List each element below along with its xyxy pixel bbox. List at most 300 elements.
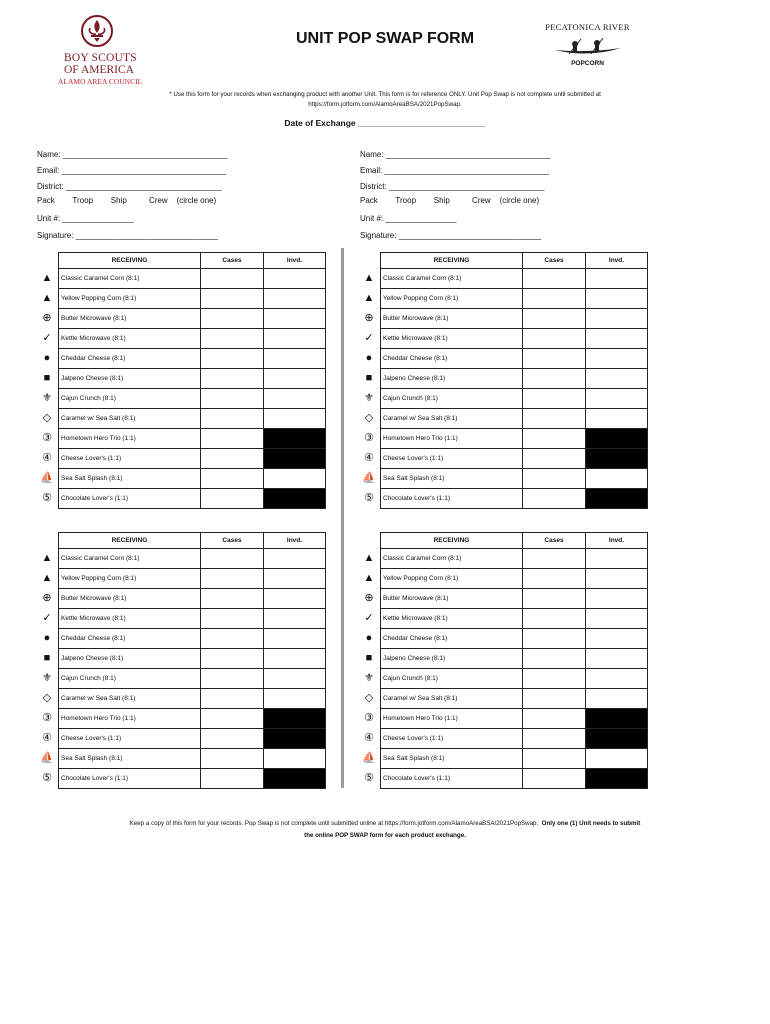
icon-cell <box>36 569 59 589</box>
cases-cell[interactable] <box>201 409 264 429</box>
product-name: Cajun Crunch (8:1) <box>381 669 523 689</box>
table-row <box>36 269 326 289</box>
left-name-field[interactable]: Name: _____________________________________ <box>37 150 228 159</box>
invd-cell[interactable] <box>264 629 326 649</box>
product-name: Sea Salt Splash (8:1) <box>59 469 201 489</box>
product-name: Sea Salt Splash (8:1) <box>381 749 523 769</box>
icon-cell <box>358 649 381 669</box>
invd-cell[interactable] <box>586 349 648 369</box>
table-row <box>36 709 326 729</box>
icon-cell <box>36 369 59 389</box>
square-icon: ■ <box>43 372 51 384</box>
circled-three-icon: ③ <box>42 432 52 444</box>
table-row <box>358 769 648 789</box>
cases-cell[interactable] <box>201 749 264 769</box>
cases-cell[interactable] <box>201 469 264 489</box>
table-row <box>36 449 326 469</box>
invd-cell[interactable] <box>586 329 648 349</box>
cases-header: Cases <box>201 253 264 269</box>
right-email-field[interactable]: Email: _____________________________________ <box>360 166 550 175</box>
footer-note: Keep a copy of this form for your records. Pop Swap is not complete until submitted online at https://form.jotform.com/AlamoAreaBSA/2021PopSwap. <box>129 820 539 827</box>
icon-cell <box>36 749 59 769</box>
invd-cell[interactable] <box>586 309 648 329</box>
footer-text <box>0 818 770 842</box>
triangle-icon: ▲ <box>363 292 375 304</box>
product-name: Classic Caramel Corn (8:1) <box>381 269 523 289</box>
right-signature-field[interactable]: Signature: ________________________________ <box>360 231 542 240</box>
icon-cell <box>358 769 381 789</box>
triangle-icon: ▲ <box>363 572 375 584</box>
notice-line2: https://form.jotform.com/AlamoAreaBSA/2021PopSwap. <box>308 101 462 108</box>
circled-three-icon: ③ <box>42 712 52 724</box>
invd-header: Invd. <box>586 253 648 269</box>
invd-cell[interactable] <box>264 369 326 389</box>
invd-cell-blocked <box>586 429 648 449</box>
footer-bold-2: the online POP SWAP form for each product exchange. <box>304 832 466 839</box>
product-name: Jalpeno Cheese (8:1) <box>381 369 523 389</box>
icon-cell <box>358 369 381 389</box>
receiving-table-top-left <box>36 252 326 509</box>
cases-cell[interactable] <box>523 409 586 429</box>
sailboat-icon: ⛵ <box>362 752 376 764</box>
cases-cell[interactable] <box>201 489 264 509</box>
product-name: Cajun Crunch (8:1) <box>59 389 201 409</box>
notice-line1: * Use this form for your records when exchanging product with another Unit. This form is for reference ONLY. Unit Pop Swap is not complete until submitted at <box>169 91 601 98</box>
cases-cell[interactable] <box>201 729 264 749</box>
cases-cell[interactable] <box>523 689 586 709</box>
cases-cell[interactable] <box>523 589 586 609</box>
cases-cell[interactable] <box>523 329 586 349</box>
table-row <box>358 729 648 749</box>
icon-cell <box>358 609 381 629</box>
icon-cell <box>358 729 381 749</box>
logo-text-line2: OF AMERICA <box>64 64 134 76</box>
product-name: Caramel w/ Sea Salt (8:1) <box>59 409 201 429</box>
icon-cell <box>36 309 59 329</box>
cases-cell[interactable] <box>523 389 586 409</box>
circled-plus-icon: ⊕ <box>364 592 374 604</box>
table-row <box>36 469 326 489</box>
cases-cell[interactable] <box>523 629 586 649</box>
product-name: Jalpeno Cheese (8:1) <box>381 649 523 669</box>
cases-cell[interactable] <box>523 709 586 729</box>
cases-cell[interactable] <box>201 449 264 469</box>
left-district-field[interactable]: District: ___________________________________ <box>37 182 222 191</box>
icon-cell <box>358 349 381 369</box>
icon-cell <box>358 449 381 469</box>
invd-cell[interactable] <box>586 589 648 609</box>
product-name: Kettle Microwave (8:1) <box>381 609 523 629</box>
product-name: Classic Caramel Corn (8:1) <box>59 269 201 289</box>
cases-cell[interactable] <box>201 389 264 409</box>
product-name: Chocolate Lover's (1:1) <box>381 489 523 509</box>
product-name: Chocolate Lover's (1:1) <box>59 489 201 509</box>
cases-cell[interactable] <box>523 349 586 369</box>
circle-icon: ● <box>43 352 51 364</box>
cases-cell[interactable] <box>201 429 264 449</box>
invd-header: Invd. <box>264 533 326 549</box>
table-row <box>358 389 648 409</box>
icon-cell <box>358 289 381 309</box>
table-row <box>358 749 648 769</box>
right-unit-number-field[interactable]: Unit #: ________________ <box>360 214 457 223</box>
table-row <box>358 429 648 449</box>
product-name: Hometown Hero Trio (1:1) <box>59 709 201 729</box>
product-name: Kettle Microwave (8:1) <box>59 329 201 349</box>
table-row <box>36 609 326 629</box>
cases-cell[interactable] <box>201 549 264 569</box>
logo-sub-text: POPCORN <box>571 60 604 67</box>
circled-five-icon: ⑤ <box>42 492 52 504</box>
cases-cell[interactable] <box>201 669 264 689</box>
cases-cell[interactable] <box>523 449 586 469</box>
table-row <box>358 649 648 669</box>
circled-five-icon: ⑤ <box>364 492 374 504</box>
tree-icon: ▲ <box>41 272 53 284</box>
product-name: Cheddar Cheese (8:1) <box>381 349 523 369</box>
icon-cell <box>358 569 381 589</box>
circled-check-icon: ✓ <box>42 332 52 344</box>
invd-cell[interactable] <box>586 469 648 489</box>
receiving-header: RECEIVING <box>381 253 523 269</box>
invd-cell-blocked <box>264 429 326 449</box>
diamond-icon: ◇ <box>42 412 52 424</box>
product-name: Chocolate Lover's (1:1) <box>381 769 523 789</box>
circle-icon: ● <box>365 632 373 644</box>
invd-cell[interactable] <box>264 329 326 349</box>
cases-header: Cases <box>523 533 586 549</box>
left-signature-field[interactable]: Signature: ________________________________ <box>37 231 219 240</box>
diamond-icon: ◇ <box>364 412 374 424</box>
circled-four-icon: ④ <box>42 732 52 744</box>
table-row <box>36 549 326 569</box>
center-divider <box>341 248 344 788</box>
cases-cell[interactable] <box>523 489 586 509</box>
table-row <box>36 309 326 329</box>
invd-cell[interactable] <box>586 289 648 309</box>
invd-cell-blocked <box>264 769 326 789</box>
invd-cell[interactable] <box>264 289 326 309</box>
product-name: Butter Microwave (8:1) <box>59 309 201 329</box>
cases-cell[interactable] <box>201 709 264 729</box>
fleur-de-lis-icon: ⚜ <box>364 392 374 404</box>
cases-cell[interactable] <box>201 569 264 589</box>
cases-cell[interactable] <box>523 429 586 449</box>
product-name: Cheddar Cheese (8:1) <box>381 629 523 649</box>
table-row <box>358 369 648 389</box>
table-row <box>358 589 648 609</box>
product-name: Hometown Hero Trio (1:1) <box>59 429 201 449</box>
table-row <box>358 349 648 369</box>
cases-cell[interactable] <box>523 649 586 669</box>
cases-cell[interactable] <box>523 609 586 629</box>
cases-header: Cases <box>201 533 264 549</box>
cases-cell[interactable] <box>523 469 586 489</box>
product-name: Butter Microwave (8:1) <box>59 589 201 609</box>
invd-cell[interactable] <box>586 609 648 629</box>
icon-cell <box>36 349 59 369</box>
product-name: Sea Salt Splash (8:1) <box>59 749 201 769</box>
cases-cell[interactable] <box>201 309 264 329</box>
invd-cell[interactable] <box>264 689 326 709</box>
table-row <box>358 489 648 509</box>
product-name: Cajun Crunch (8:1) <box>381 389 523 409</box>
invd-cell[interactable] <box>264 349 326 369</box>
notice-text <box>0 90 770 110</box>
icon-cell <box>358 489 381 509</box>
logo-text-line1: BOY SCOUTS <box>64 52 137 64</box>
icon-cell <box>358 329 381 349</box>
cases-cell[interactable] <box>201 329 264 349</box>
table-row <box>358 669 648 689</box>
square-icon: ■ <box>365 652 373 664</box>
cases-cell[interactable] <box>523 289 586 309</box>
invd-cell[interactable] <box>264 469 326 489</box>
table-row <box>36 749 326 769</box>
cases-cell[interactable] <box>201 689 264 709</box>
cases-cell[interactable] <box>523 309 586 329</box>
icon-cell <box>358 589 381 609</box>
invd-cell[interactable] <box>264 549 326 569</box>
table-row <box>358 289 648 309</box>
square-icon: ■ <box>43 652 51 664</box>
left-unit-type[interactable]: Pack Troop Ship Crew (circle one) <box>37 196 217 205</box>
invd-cell[interactable] <box>586 689 648 709</box>
circled-four-icon: ④ <box>364 732 374 744</box>
footer-bold-1: Only one (1) Unit needs to submit <box>541 820 641 827</box>
product-name: Classic Caramel Corn (8:1) <box>59 549 201 569</box>
table-row <box>358 689 648 709</box>
icon-cell <box>358 309 381 329</box>
product-name: Caramel w/ Sea Salt (8:1) <box>381 409 523 429</box>
page-title: UNIT POP SWAP FORM <box>295 30 475 47</box>
icon-cell <box>358 749 381 769</box>
cases-cell[interactable] <box>201 289 264 309</box>
cases-cell[interactable] <box>523 769 586 789</box>
product-name: Jalpeno Cheese (8:1) <box>59 369 201 389</box>
product-name: Cajun Crunch (8:1) <box>59 669 201 689</box>
receiving-header: RECEIVING <box>381 533 523 549</box>
invd-cell[interactable] <box>586 269 648 289</box>
table-row <box>36 369 326 389</box>
cases-cell[interactable] <box>523 729 586 749</box>
product-name: Butter Microwave (8:1) <box>381 309 523 329</box>
table-row <box>36 649 326 669</box>
circled-plus-icon: ⊕ <box>364 312 374 324</box>
icon-cell <box>358 669 381 689</box>
circle-icon: ● <box>43 632 51 644</box>
logo-text-line3: ALAMO AREA COUNCIL <box>58 77 143 86</box>
right-unit-type[interactable]: Pack Troop Ship Crew (circle one) <box>360 196 540 205</box>
icon-cell <box>358 709 381 729</box>
table-row <box>36 489 326 509</box>
table-row <box>358 409 648 429</box>
product-name: Yellow Popping Corn (8:1) <box>381 569 523 589</box>
bsa-logo <box>50 14 145 84</box>
product-name: Cheddar Cheese (8:1) <box>59 629 201 649</box>
icon-cell <box>36 329 59 349</box>
icon-cell <box>358 429 381 449</box>
icon-cell <box>358 409 381 429</box>
circled-five-icon: ⑤ <box>42 772 52 784</box>
invd-cell-blocked <box>586 449 648 469</box>
icon-column-header <box>358 253 381 269</box>
cases-cell[interactable] <box>201 589 264 609</box>
invd-cell[interactable] <box>264 749 326 769</box>
icon-cell <box>36 429 59 449</box>
product-name: Butter Microwave (8:1) <box>381 589 523 609</box>
receiving-header: RECEIVING <box>59 533 201 549</box>
cases-cell[interactable] <box>523 569 586 589</box>
icon-cell <box>36 289 59 309</box>
icon-cell <box>36 769 59 789</box>
table-row <box>36 329 326 349</box>
product-name: Yellow Popping Corn (8:1) <box>381 289 523 309</box>
icon-cell <box>358 469 381 489</box>
table-row <box>358 329 648 349</box>
invd-cell[interactable] <box>586 649 648 669</box>
cases-cell[interactable] <box>523 549 586 569</box>
circled-plus-icon: ⊕ <box>42 592 52 604</box>
logo-arc-text: PECATONICA RIVER <box>545 22 630 32</box>
table-row <box>36 589 326 609</box>
table-row <box>36 349 326 369</box>
diamond-icon: ◇ <box>364 692 374 704</box>
pecatonica-logo <box>545 22 630 72</box>
table-row <box>358 309 648 329</box>
cases-cell[interactable] <box>201 349 264 369</box>
table-row <box>36 669 326 689</box>
invd-cell[interactable] <box>586 629 648 649</box>
icon-cell <box>36 489 59 509</box>
product-name: Caramel w/ Sea Salt (8:1) <box>381 689 523 709</box>
cases-cell[interactable] <box>523 269 586 289</box>
table-row <box>358 269 648 289</box>
right-name-field[interactable]: Name: _____________________________________ <box>360 150 551 159</box>
product-name: Chocolate Lover's (1:1) <box>59 769 201 789</box>
invd-cell[interactable] <box>264 569 326 589</box>
invd-cell-blocked <box>586 709 648 729</box>
table-row <box>358 709 648 729</box>
left-unit-number-field[interactable]: Unit #: ________________ <box>37 214 134 223</box>
left-email-field[interactable]: Email: _____________________________________ <box>37 166 227 175</box>
fleur-de-lis-icon: ⚜ <box>42 672 52 684</box>
icon-column-header <box>358 533 381 549</box>
product-name: Cheese Lover's (1:1) <box>59 729 201 749</box>
invd-cell[interactable] <box>586 409 648 429</box>
tree-icon: ▲ <box>363 552 375 564</box>
invd-header: Invd. <box>586 533 648 549</box>
product-name: Hometown Hero Trio (1:1) <box>381 429 523 449</box>
cases-cell[interactable] <box>201 769 264 789</box>
triangle-icon: ▲ <box>41 572 53 584</box>
cases-cell[interactable] <box>201 369 264 389</box>
invd-cell-blocked <box>264 709 326 729</box>
invd-cell[interactable] <box>586 569 648 589</box>
product-name: Caramel w/ Sea Salt (8:1) <box>59 689 201 709</box>
cases-cell[interactable] <box>523 669 586 689</box>
table-row <box>36 729 326 749</box>
table-row <box>36 629 326 649</box>
invd-cell[interactable] <box>264 269 326 289</box>
product-name: Kettle Microwave (8:1) <box>381 329 523 349</box>
table-row <box>36 769 326 789</box>
circled-check-icon: ✓ <box>364 612 374 624</box>
sailboat-icon: ⛵ <box>362 472 376 484</box>
invd-cell[interactable] <box>264 589 326 609</box>
sailboat-icon: ⛵ <box>40 472 54 484</box>
icon-cell <box>36 549 59 569</box>
product-name: Cheddar Cheese (8:1) <box>59 349 201 369</box>
product-name: Yellow Popping Corn (8:1) <box>59 569 201 589</box>
icon-cell <box>36 629 59 649</box>
product-name: Yellow Popping Corn (8:1) <box>59 289 201 309</box>
circled-five-icon: ⑤ <box>364 772 374 784</box>
invd-cell[interactable] <box>264 309 326 329</box>
icon-column-header <box>36 253 59 269</box>
invd-cell[interactable] <box>586 549 648 569</box>
cases-cell[interactable] <box>523 749 586 769</box>
receiving-table-bottom-left <box>36 532 326 789</box>
icon-cell <box>358 689 381 709</box>
receiving-table-top-right <box>358 252 648 509</box>
table-row <box>36 409 326 429</box>
right-district-field[interactable]: District: ___________________________________ <box>360 182 545 191</box>
cases-cell[interactable] <box>201 609 264 629</box>
table-row <box>358 549 648 569</box>
cases-cell[interactable] <box>201 629 264 649</box>
icon-cell <box>36 409 59 429</box>
cases-cell[interactable] <box>201 649 264 669</box>
product-name: Cheese Lover's (1:1) <box>381 729 523 749</box>
invd-cell[interactable] <box>586 749 648 769</box>
fleur-de-lis-icon: ⚜ <box>42 392 52 404</box>
icon-cell <box>36 669 59 689</box>
table-row <box>36 429 326 449</box>
invd-cell-blocked <box>586 769 648 789</box>
invd-cell[interactable] <box>586 389 648 409</box>
invd-cell[interactable] <box>264 609 326 629</box>
invd-cell[interactable] <box>586 669 648 689</box>
invd-cell-blocked <box>264 449 326 469</box>
invd-cell[interactable] <box>264 409 326 429</box>
icon-cell <box>358 389 381 409</box>
invd-header: Invd. <box>264 253 326 269</box>
tree-icon: ▲ <box>41 552 53 564</box>
triangle-icon: ▲ <box>41 292 53 304</box>
invd-cell-blocked <box>264 489 326 509</box>
invd-cell[interactable] <box>586 369 648 389</box>
cases-cell[interactable] <box>201 269 264 289</box>
circle-icon: ● <box>365 352 373 364</box>
cases-cell[interactable] <box>523 369 586 389</box>
table-row <box>358 629 648 649</box>
invd-cell[interactable] <box>264 669 326 689</box>
icon-cell <box>36 389 59 409</box>
product-name: Kettle Microwave (8:1) <box>59 609 201 629</box>
product-name: Classic Caramel Corn (8:1) <box>381 549 523 569</box>
icon-cell <box>36 729 59 749</box>
table-row <box>36 389 326 409</box>
date-of-exchange[interactable]: Date of Exchange ___________________________ <box>284 118 486 128</box>
circled-three-icon: ③ <box>364 432 374 444</box>
icon-cell <box>36 689 59 709</box>
invd-cell[interactable] <box>264 649 326 669</box>
invd-cell[interactable] <box>264 389 326 409</box>
product-name: Jalpeno Cheese (8:1) <box>59 649 201 669</box>
diamond-icon: ◇ <box>42 692 52 704</box>
table-row <box>358 609 648 629</box>
